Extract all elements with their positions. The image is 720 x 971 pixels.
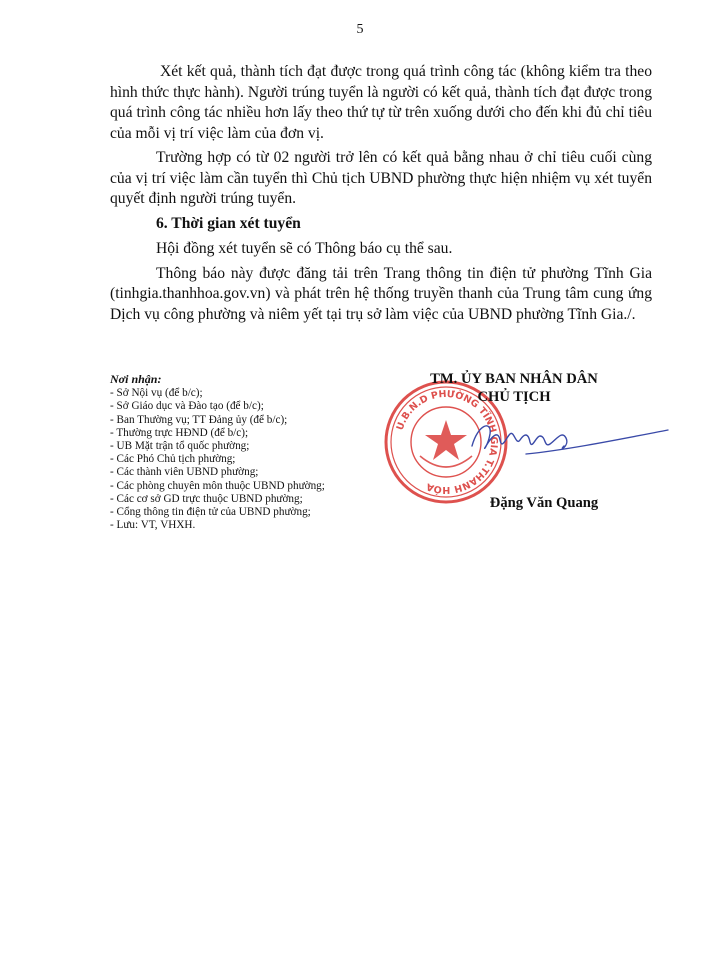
handwritten-signature-icon	[466, 416, 672, 464]
recipient-item: - Các thành viên UBND phường;	[110, 466, 410, 479]
recipient-item: - Sở Giáo dục và Đào tạo (để b/c);	[110, 400, 410, 413]
recipients-block	[110, 373, 410, 532]
signer-name: Đặng Văn Quang	[489, 495, 599, 511]
recipient-item: - Ban Thường vụ; TT Đảng ủy (để b/c);	[110, 414, 410, 427]
recipient-item: - Lưu: VT, VHXH.	[110, 519, 410, 532]
signature-role: CHỦ TỊCH	[477, 389, 551, 405]
recipient-item: - Sở Nội vụ (để b/c);	[110, 387, 410, 400]
recipient-item: - Các Phó Chủ tịch phường;	[110, 453, 410, 466]
recipients-list	[110, 387, 410, 532]
paragraph-evaluation: Xét kết quả, thành tích đạt được trong quá trình công tác (không kiểm tra theo hình thức thực hành). Người trúng tuyển là người có kết quả, thành tích đạt được trong quá trình công tác nhiều hơn lấy theo thứ tự từ trên xuống dưới cho đến khi đủ chỉ tiêu của mỗi vị trí việc làm của đơn vị.	[110, 63, 652, 142]
paragraph-notice: Hội đồng xét tuyển sẽ có Thông báo cụ thể sau.	[156, 240, 453, 257]
page-number: 5	[356, 22, 364, 37]
signature-organization: TM. ỦY BAN NHÂN DÂN	[430, 371, 598, 387]
recipient-item: - UB Mặt trận tổ quốc phường;	[110, 440, 410, 453]
paragraph-publication: Thông báo này được đăng tải trên Trang thông tin điện tử phường Tĩnh Gia (tinhgia.thanhhoa.gov.vn) và phát trên hệ thống truyền thanh của Trung tâm cung ứng Dịch vụ công phường và niêm yết tại trụ sở làm việc của UBND phường Tĩnh Gia./.	[110, 264, 652, 323]
section-heading: 6. Thời gian xét tuyển	[156, 214, 301, 232]
recipient-item: - Cổng thông tin điện tử của UBND phường;	[110, 506, 410, 519]
recipient-item: - Các phòng chuyên môn thuộc UBND phường;	[110, 480, 410, 493]
seal-text: U.B.N.D PHƯỜNG TĨNH GIA T.THANH HÓA	[394, 388, 500, 496]
recipients-title: Nơi nhận:	[110, 372, 162, 386]
document-body	[110, 62, 652, 329]
paragraph-tie-break: Trường hợp có từ 02 người trở lên có kết quả bằng nhau ở chỉ tiêu cuối cùng của vị trí việc làm cần tuyển thì Chủ tịch UBND phường thực hiện nhiệm vụ xét tuyển quyết định người trúng tuyển.	[110, 149, 652, 207]
recipient-item: - Thường trực HĐND (để b/c);	[110, 427, 410, 440]
signature-block	[382, 370, 652, 530]
recipient-item: - Các cơ sở GD trực thuộc UBND phường;	[110, 493, 410, 506]
